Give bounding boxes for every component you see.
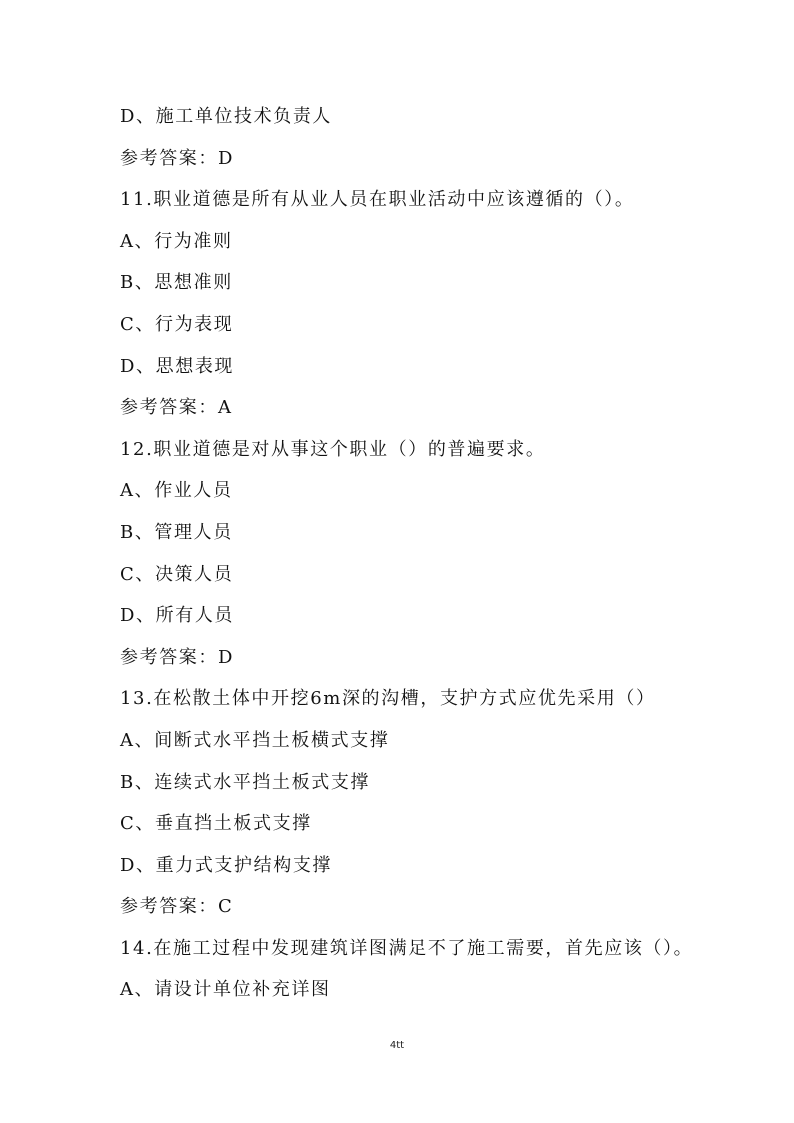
option-line: D、重力式支护结构支撑 <box>120 854 333 876</box>
answer-line: 参考答案：C <box>120 896 234 918</box>
answer-line: 参考答案：D <box>120 147 235 169</box>
option-line: D、施工单位技术负责人 <box>120 106 333 127</box>
option-line: C、垂直挡土板式支撑 <box>120 813 312 835</box>
option-line: B、思想准则 <box>120 272 233 294</box>
question-line: 14.在施工过程中发现建筑详图满足不了施工需要，首先应该（）。 <box>120 937 694 959</box>
answer-line: 参考答案：D <box>120 646 235 668</box>
question-line: 11.职业道德是所有从业人员在职业活动中应该遵循的（）。 <box>120 189 635 211</box>
option-line: D、思想表现 <box>120 355 235 377</box>
option-line: A、间断式水平挡土板横式支撑 <box>120 729 390 751</box>
answer-line: 参考答案：A <box>120 397 233 419</box>
option-line: C、行为表现 <box>120 313 234 335</box>
option-line: D、所有人员 <box>120 605 235 627</box>
option-line: A、行为准则 <box>120 230 233 252</box>
document-body <box>120 99 740 1014</box>
option-line: A、请设计单位补充详图 <box>120 979 331 1001</box>
option-line: A、作业人员 <box>120 480 233 502</box>
option-line: C、决策人员 <box>120 563 234 585</box>
page-number: 4tt <box>389 1040 405 1051</box>
option-line: B、管理人员 <box>120 521 233 543</box>
question-line: 13.在松散土体中开挖6m深的沟槽，支护方式应优先采用（） <box>120 688 656 710</box>
option-line: B、连续式水平挡土板式支撑 <box>120 771 371 793</box>
question-line: 12.职业道德是对从事这个职业（）的普遍要求。 <box>120 438 546 460</box>
